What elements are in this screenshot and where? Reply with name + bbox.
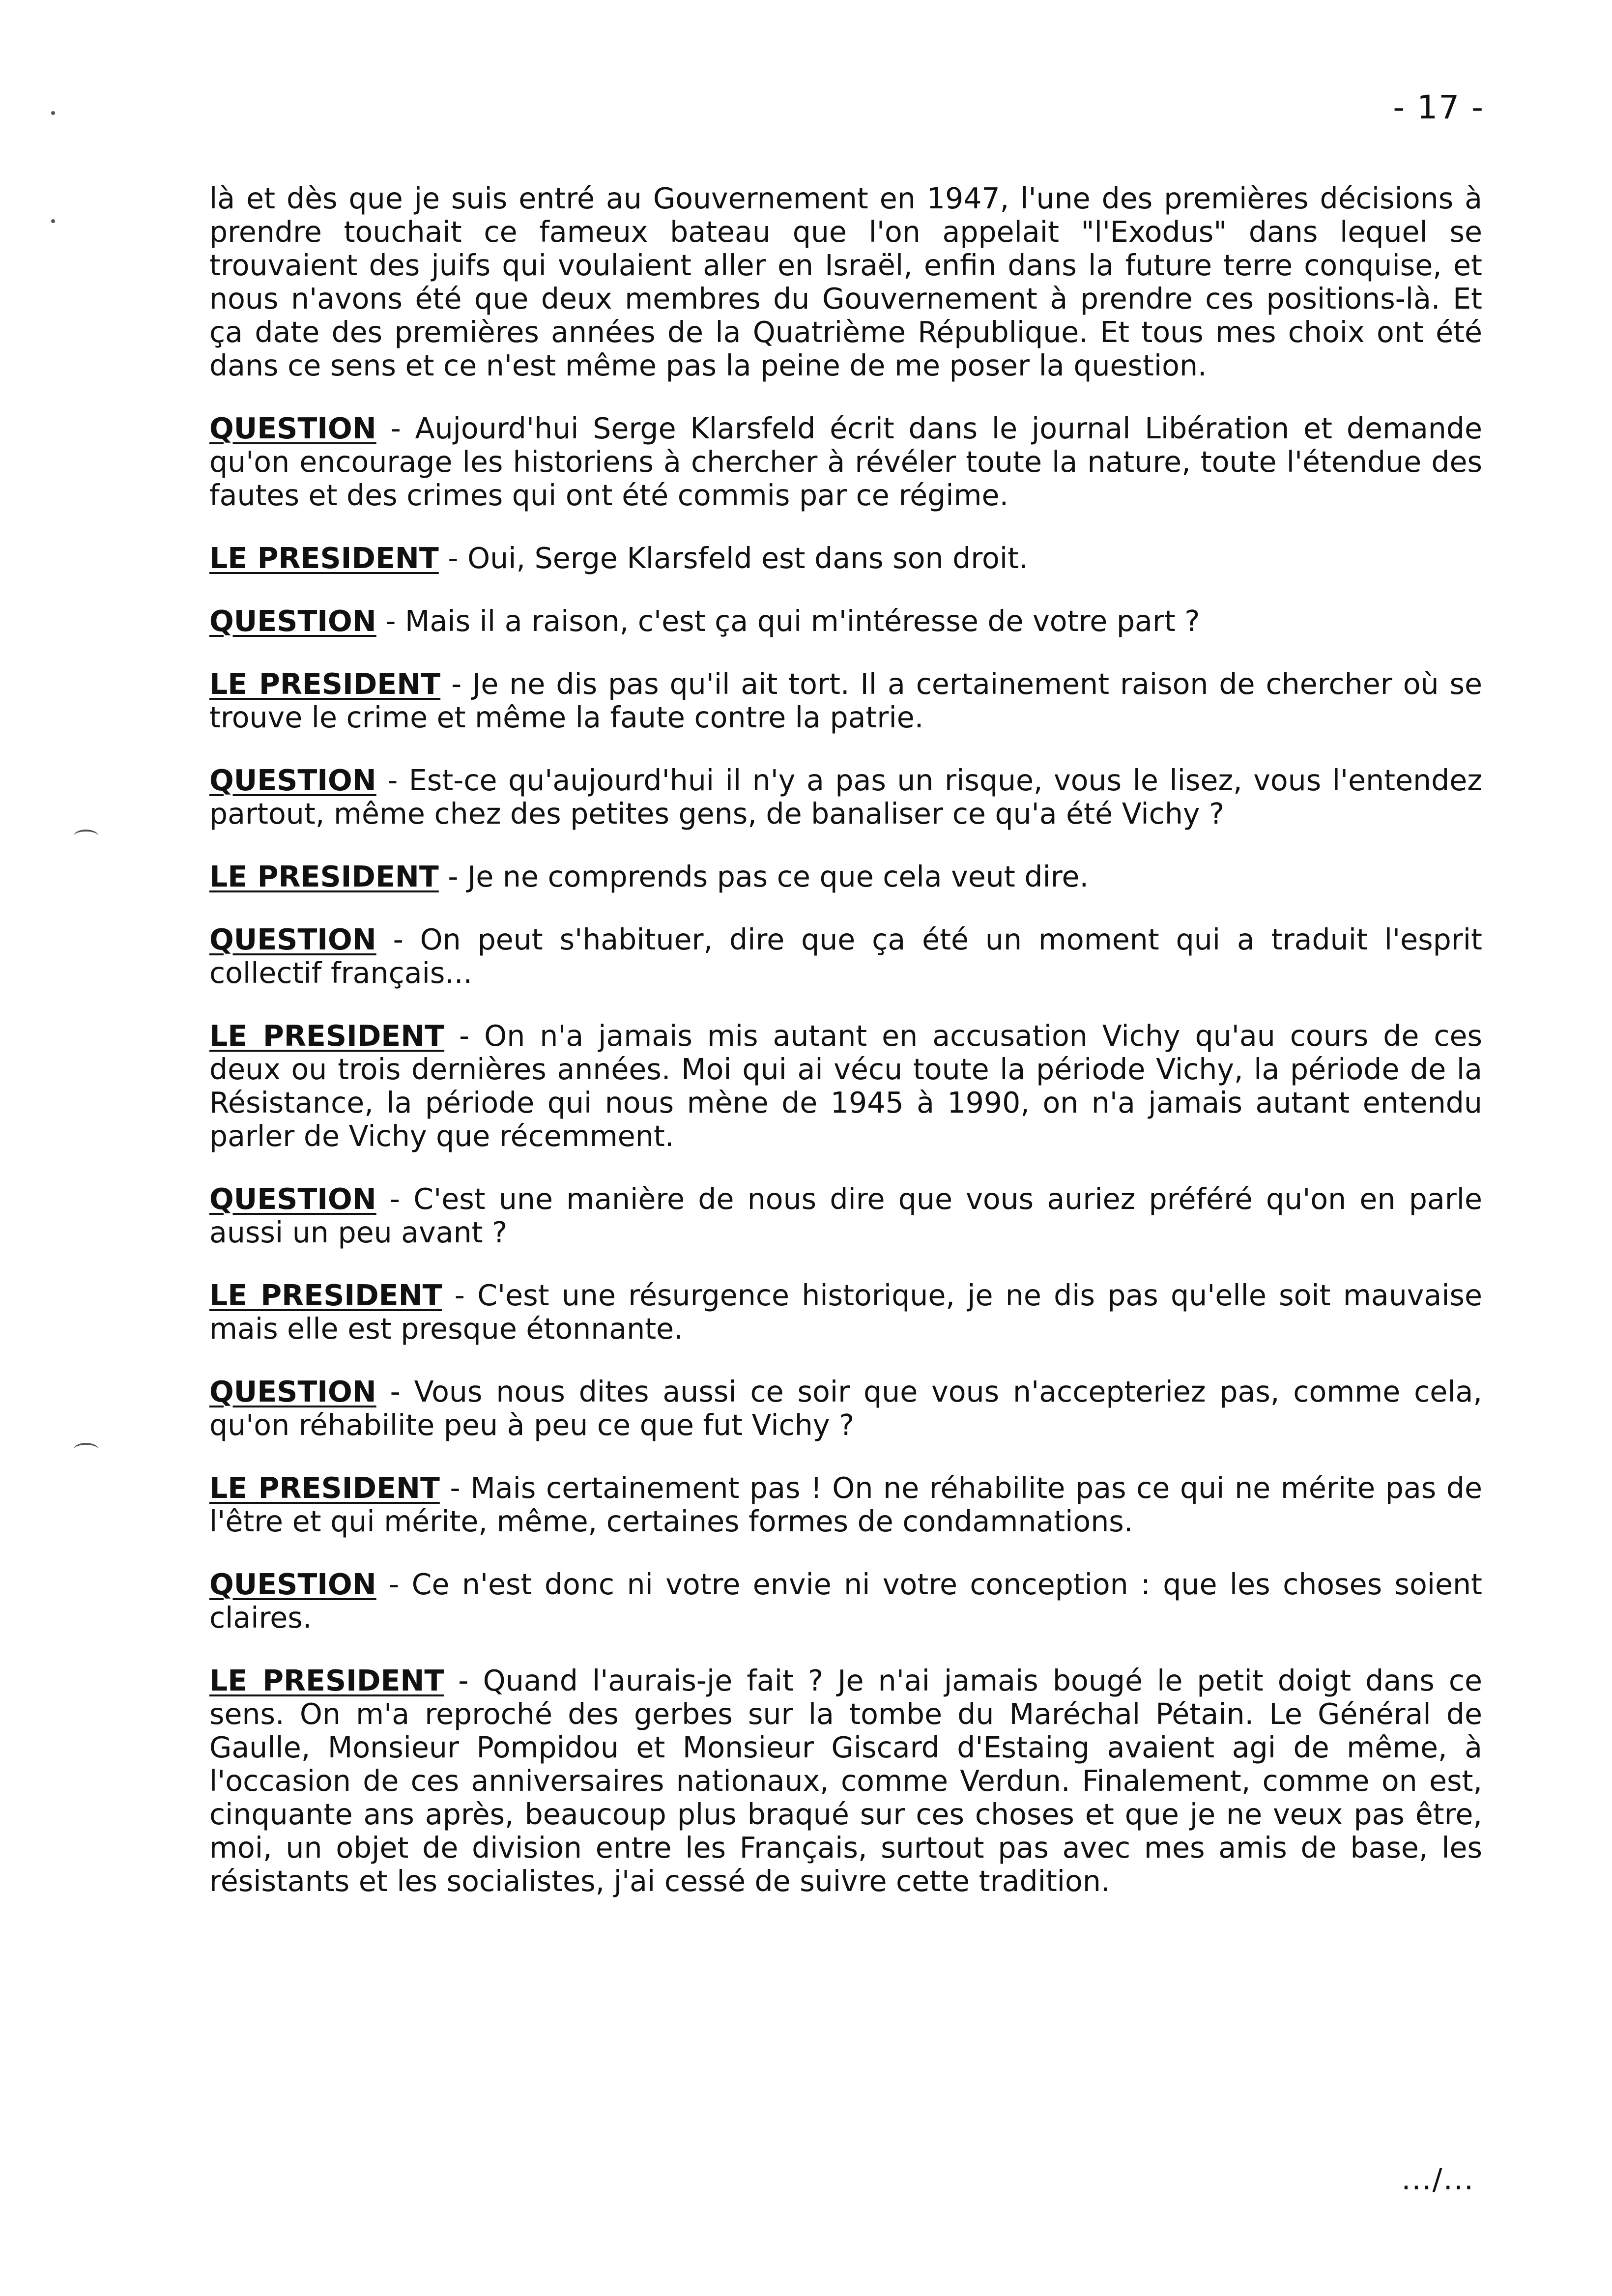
speaker-label: LE PRESIDENT [209,1471,440,1505]
speaker-label: QUESTION [209,604,376,638]
answer-paragraph [209,1019,1482,1153]
speaker-label: LE PRESIDENT [209,860,439,893]
paragraph-text: - Mais il a raison, c'est ça qui m'intéresse de votre part ? [376,604,1200,638]
speaker-label: LE PRESIDENT [209,667,441,701]
paragraph-text: - On n'a jamais mis autant en accusation Vichy qu'au cours de ces deux ou trois dernières années. Moi qui ai vécu toute la période Vichy, la période de la Résistance, la période qui nous mène de 1945 à 1990, on n'a jamais autant entendu parler de Vichy que récemment. [209,1019,1482,1153]
interview-transcript [209,182,1482,1927]
speaker-label: QUESTION [209,1375,376,1408]
paragraph-text: - Vous nous dites aussi ce soir que vous n'accepteriez pas, comme cela, qu'on réhabilite peu à peu ce que fut Vichy ? [209,1375,1482,1442]
speaker-label: QUESTION [209,412,376,445]
speaker-label: LE PRESIDENT [209,1664,444,1697]
page-number: - 17 - [1393,88,1484,126]
margin-mark [74,1443,98,1456]
margin-mark [74,830,98,842]
question-paragraph [209,412,1482,512]
scan-speck [51,111,55,115]
paragraph-text: - C'est une manière de nous dire que vous auriez préféré qu'on en parle aussi un peu avant ? [209,1182,1482,1249]
answer-paragraph [209,860,1482,893]
paragraph-text: - Je ne dis pas qu'il ait tort. Il a certainement raison de chercher où se trouve le crime et même la faute contre la patrie. [209,667,1482,734]
continuation-mark: .../... [1401,2162,1474,2197]
paragraph-text: - Est-ce qu'aujourd'hui il n'y a pas un risque, vous le lisez, vous l'entendez partout, même chez des petites gens, de banaliser ce qu'a été Vichy ? [209,764,1482,831]
paragraph-text: - Aujourd'hui Serge Klarsfeld écrit dans le journal Libération et demande qu'on encourage les historiens à chercher à révéler toute la nature, toute l'étendue des fautes et des crimes qui ont été commis par ce régime. [209,412,1482,512]
speaker-label: QUESTION [209,1568,376,1601]
speaker-label: QUESTION [209,923,376,956]
paragraph-text: - C'est une résurgence historique, je ne dis pas qu'elle soit mauvaise mais elle est presque étonnante. [209,1279,1482,1346]
speaker-label: LE PRESIDENT [209,1279,442,1312]
question-paragraph [209,1182,1482,1249]
paragraph-text: - Quand l'aurais-je fait ? Je n'ai jamais bougé le petit doigt dans ce sens. On m'a reproché des gerbes sur la tombe du Maréchal Pétain. Le Général de Gaulle, Monsieur Pompidou et Monsieur Giscard d'Estaing avaient agi de même, à l'occasion de ces anniversaires nationaux, comme Verdun. Finalement, comme on est, cinquante ans après, beaucoup plus braqué sur ces choses et que je ne veux pas être, moi, un objet de division entre les Français, surtout pas avec mes amis de base, les résistants et les socialistes, j'ai cessé de suivre cette tradition. [209,1664,1482,1898]
question-paragraph [209,764,1482,831]
question-paragraph [209,923,1482,990]
paragraph-text: - Mais certainement pas ! On ne réhabilite pas ce qui ne mérite pas de l'être et qui mérite, même, certaines formes de condamnations. [209,1471,1482,1538]
paragraph-text: là et dès que je suis entré au Gouvernement en 1947, l'une des premières décisions à prendre touchait ce fameux bateau que l'on appelait "l'Exodus" dans lequel se trouvaient des juifs qui voulaient aller en Israël, enfin dans la future terre conquise, et nous n'avons été que deux membres du Gouvernement à prendre ces positions-là. Et ça date des premières années de la Quatrième République. Et tous mes choix ont été dans ce sens et ce n'est même pas la peine de me poser la question. [209,182,1482,382]
intro-paragraph [209,182,1482,382]
answer-paragraph [209,1471,1482,1538]
paragraph-text: - Oui, Serge Klarsfeld est dans son droit. [438,542,1028,575]
question-paragraph [209,604,1482,638]
answer-paragraph [209,542,1482,575]
speaker-label: QUESTION [209,764,376,797]
paragraph-text: - Je ne comprends pas ce que cela veut dire. [438,860,1089,893]
question-paragraph [209,1375,1482,1442]
speaker-label: LE PRESIDENT [209,542,439,575]
answer-paragraph [209,1279,1482,1346]
question-paragraph [209,1568,1482,1635]
speaker-label: QUESTION [209,1182,376,1216]
speaker-label: LE PRESIDENT [209,1019,445,1053]
scan-speck [51,219,55,223]
paragraph-text: - Ce n'est donc ni votre envie ni votre conception : que les choses soient claires. [209,1568,1482,1635]
paragraph-text: - On peut s'habituer, dire que ça été un moment qui a traduit l'esprit collectif français... [209,923,1482,990]
answer-paragraph [209,1664,1482,1898]
answer-paragraph [209,667,1482,734]
